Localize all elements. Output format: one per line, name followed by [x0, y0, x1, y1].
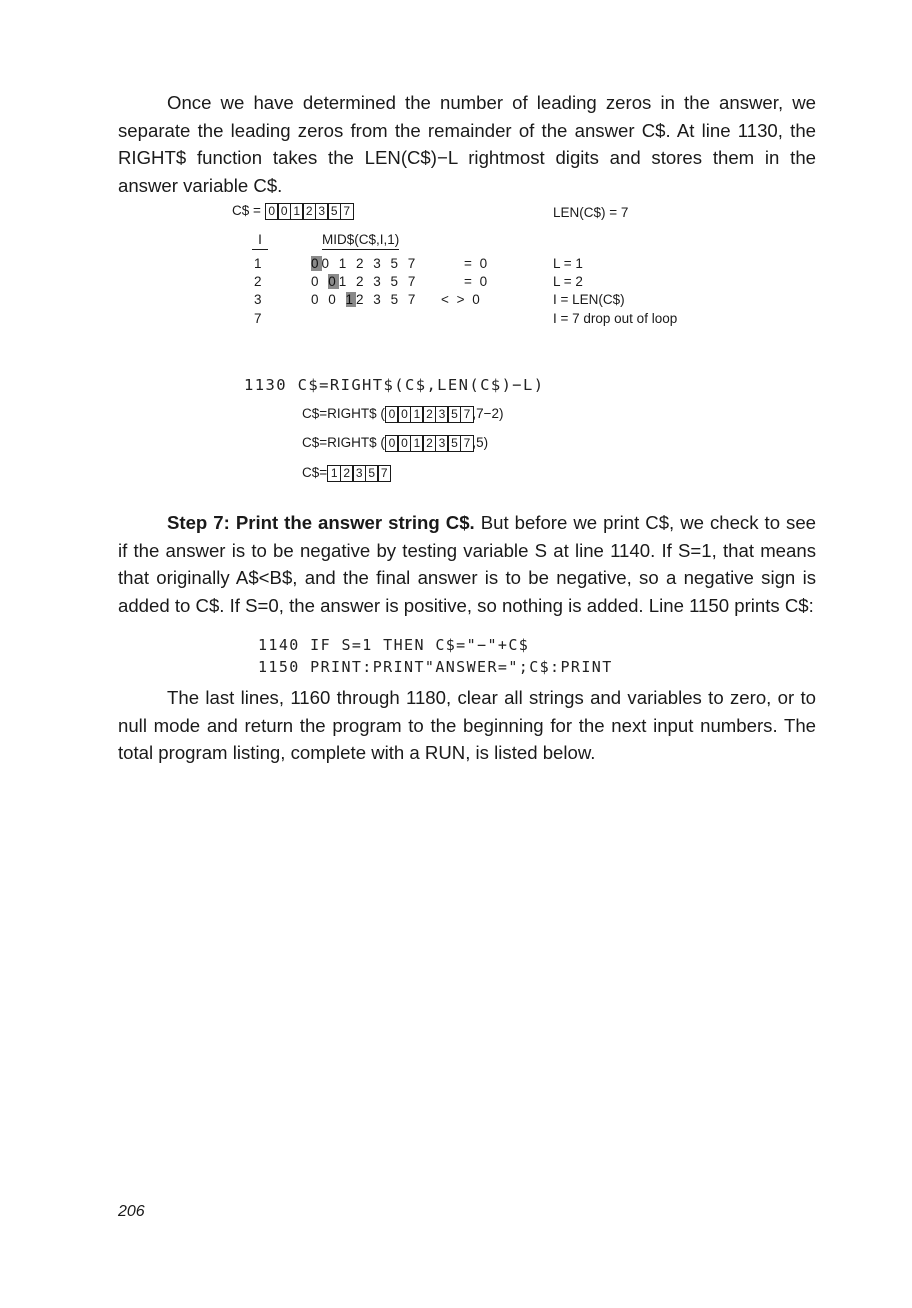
eval3-digit-box: 2 — [340, 465, 354, 482]
eval1-digit-box: 0 — [397, 406, 411, 423]
row-comparison: < > 0 — [441, 292, 482, 307]
row-i-value: 7 — [254, 311, 262, 326]
row-mid-digits — [311, 292, 418, 308]
eval2-digit-box: 5 — [447, 435, 461, 452]
digits-after: 2 3 5 7 — [356, 292, 419, 307]
eval1-digit-box: 0 — [385, 406, 399, 423]
step7-heading: Step 7: Print the answer string C$. — [167, 512, 475, 533]
cs-digit-box: 2 — [302, 203, 316, 220]
eval1-digit-box: 5 — [447, 406, 461, 423]
cs-digit-box: 0 — [265, 203, 279, 220]
step7-body: But before we print C$, we check to see if the answer is to be negative by testing variable S at line 1140. If S=1, that means that originally A$<B$, and the final answer is to be negative, so a negative sign is added to C$. If S=0, the answer is positive, so nothing is added. Line 1150 prints C$: — [118, 512, 817, 616]
eval3-digit-box: 5 — [365, 465, 379, 482]
cs-digit-box: 0 — [277, 203, 291, 220]
highlighted-digit: 0 — [311, 256, 322, 271]
digits-before: 0 — [311, 274, 329, 289]
eval1-digit-box: 3 — [435, 406, 449, 423]
eval3-digit-boxes — [327, 465, 390, 482]
cs-digit-box: 3 — [315, 203, 329, 220]
eval2-digit-box: 0 — [397, 435, 411, 452]
row-i-value: 1 — [254, 256, 262, 271]
row-note: I = 7 drop out of loop — [553, 311, 678, 326]
cs-digit-box: 5 — [327, 203, 341, 220]
eval2-digit-box: 3 — [435, 435, 449, 452]
row-note: I = LEN(C$) — [553, 292, 625, 307]
eval2-digit-boxes — [385, 435, 473, 452]
len-label: LEN(C$) = 7 — [553, 205, 629, 220]
code-line-1150: 1150 PRINT:PRINT"ANSWER=";C$:PRINT — [258, 658, 613, 676]
eval2-digit-box: 7 — [460, 435, 474, 452]
col-mid-header: MID$(C$,I,1) — [322, 232, 399, 250]
code-line-1130: 1130 C$=RIGHT$(C$,LEN(C$)−L) — [244, 376, 545, 394]
eval-step-1: C$=RIGHT$ ( 0 0 1 2 3 5 7 ,7−2) — [302, 406, 504, 422]
cs-digit-box: 1 — [290, 203, 304, 220]
col-i-header: I — [252, 232, 268, 250]
closing-paragraph: The last lines, 1160 through 1180, clear all strings and variables to zero, or to null mode and return the program to the beginning for the next input numbers. The total program listing, complete with a RUN, is listed below. — [118, 687, 816, 763]
eval2-digit-box: 1 — [410, 435, 424, 452]
eval1-digit-box: 2 — [422, 406, 436, 423]
row-mid-digits — [311, 274, 418, 290]
eval1-digit-box: 1 — [410, 406, 424, 423]
digits-after: 0 1 2 3 5 7 — [321, 256, 419, 271]
eval1-digit-boxes — [385, 406, 473, 423]
row-comparison: = 0 — [464, 256, 490, 271]
cs-label: C$ = — [232, 203, 261, 219]
digits-after: 1 2 3 5 7 — [338, 274, 419, 289]
step7-paragraph — [118, 509, 816, 619]
cs-digit-box: 7 — [340, 203, 354, 220]
eval3-digit-box: 7 — [377, 465, 391, 482]
cs-digit-boxes — [265, 203, 353, 220]
row-i-value: 2 — [254, 274, 262, 289]
row-comparison: = 0 — [464, 274, 490, 289]
highlighted-digit: 1 — [345, 292, 357, 307]
eval2-digit-box: 0 — [385, 435, 399, 452]
row-note: L = 1 — [553, 256, 583, 271]
digits-before: 0 0 — [311, 292, 346, 307]
eval-step-3: C$= 1 2 3 5 7 — [302, 465, 390, 482]
eval2-digit-box: 2 — [422, 435, 436, 452]
page-number: 206 — [118, 1203, 145, 1220]
eval-step-2: C$=RIGHT$ ( 0 0 1 2 3 5 7 ,5) — [302, 435, 489, 451]
intro-paragraph: Once we have determined the number of leading zeros in the answer, we separate the leading zeros from the remainder of the answer C$. At line 1130, the RIGHT$ function takes the LEN(C$)−L rightmost digits and stores them in the answer variable C$. — [118, 92, 816, 196]
cs-box-row — [232, 203, 352, 220]
row-i-value: 3 — [254, 292, 262, 307]
eval1-digit-box: 7 — [460, 406, 474, 423]
highlighted-digit: 0 — [328, 274, 339, 289]
eval3-digit-box: 1 — [327, 465, 341, 482]
row-note: L = 2 — [553, 274, 583, 289]
code-line-1140: 1140 IF S=1 THEN C$="−"+C$ — [258, 636, 530, 654]
eval3-digit-box: 3 — [352, 465, 366, 482]
row-mid-digits — [311, 256, 418, 272]
